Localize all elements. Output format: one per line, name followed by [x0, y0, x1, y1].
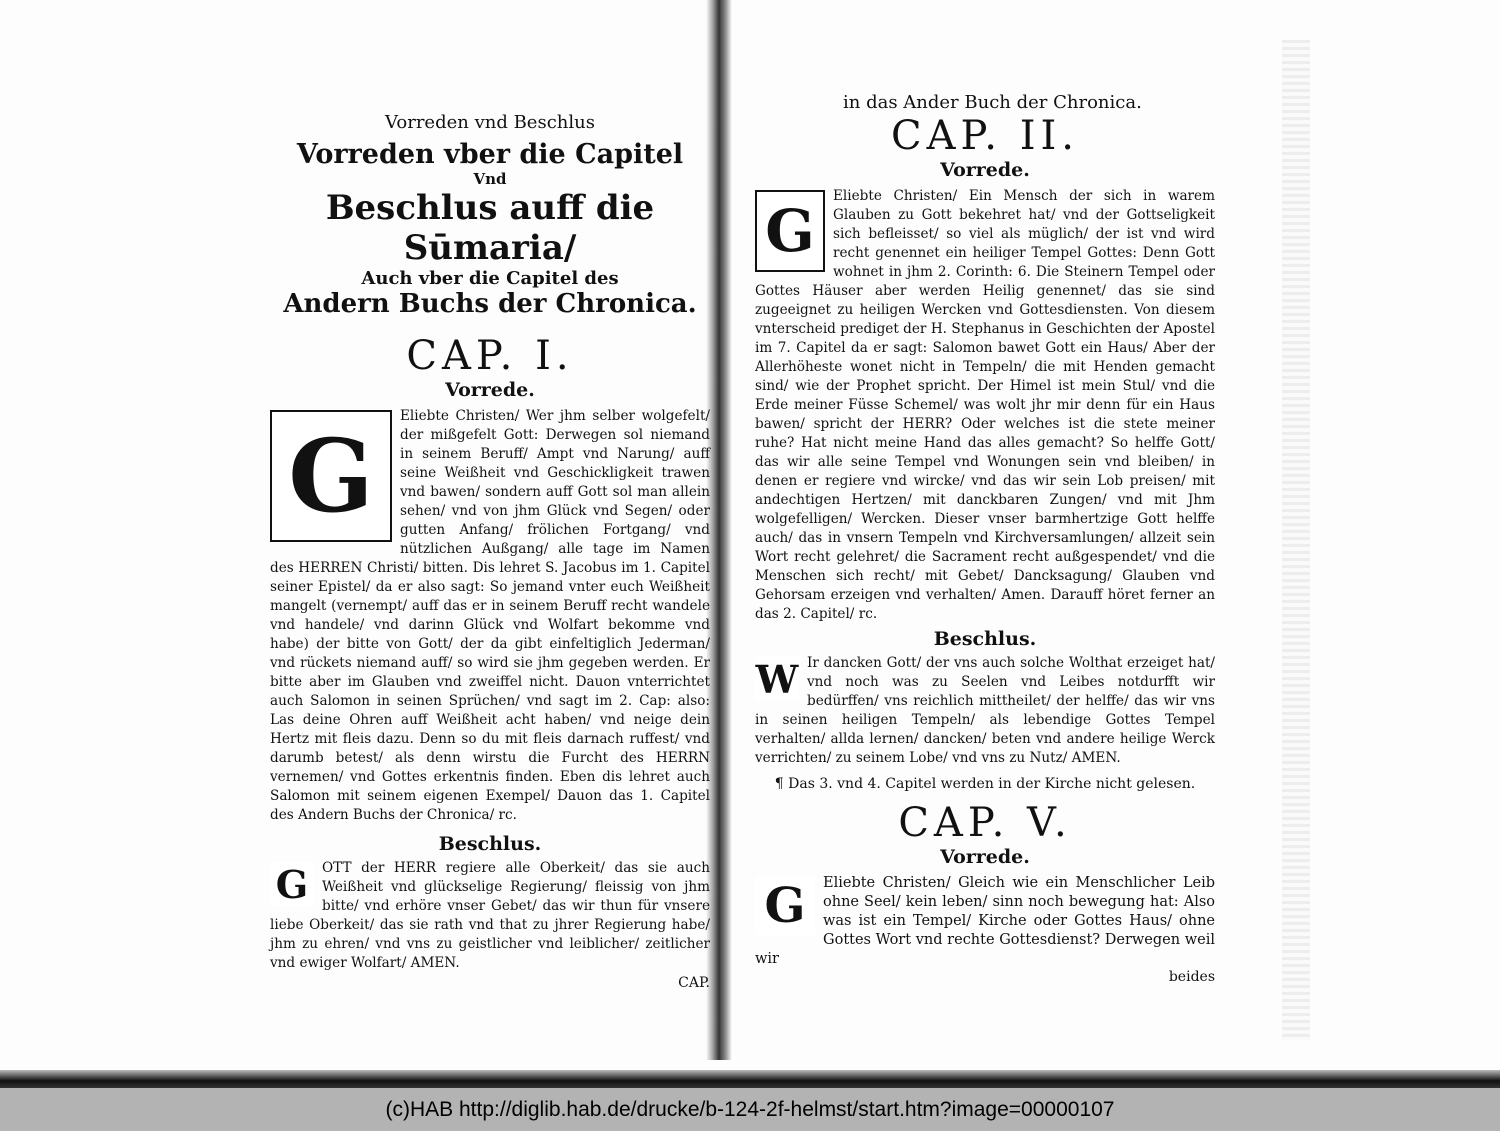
left-page: [270, 0, 710, 991]
preface-block: [270, 407, 710, 825]
chapter-note: ¶ Das 3. vnd 4. Capitel werden in der Kirche nicht gelesen.: [774, 776, 1196, 792]
conclusion-text: Ir dancken Gott/ der vns auch solche Wolthat erzeiget hat/ vnd noch was zu Seelen vnd Leibes notdurfft wir bedürffen/ vns reichlich mittheilet/ der helffe/ das wir vns in seinen heiligen Tempeln/ als lebendige Gottes Tempel verhalten/ allda lernen/ dancken/ beten vnd andere heilige Werck verrichten/ zu seinem Lobe/ vnd vns zu Nutz/ AMEN.: [755, 655, 1215, 766]
catchword: CAP.: [678, 975, 710, 991]
preface-label: Vorrede.: [445, 379, 535, 401]
right-page: [755, 0, 1215, 985]
conclusion-initial: G: [270, 862, 314, 906]
running-head: Vorreden vnd Beschlus: [385, 112, 595, 133]
title-line-3: Beschlus auff die Sūmaria/: [325, 188, 655, 268]
chapter-heading: CAP. I.: [406, 333, 574, 379]
page-edge: [1282, 40, 1310, 1040]
preface-label: Vorrede.: [940, 159, 1030, 181]
title-line-5: Andern Buchs der Chronica.: [283, 289, 697, 319]
preface-text: Eliebte Christen/ Wer jhm selber wolgefelt/ der mißgefelt Gott: Derwegen sol niemand in seinem Beruff/ Ampt vnd Narung/ auff seine Weißheit vnd Geschickligkeit trawen vnd bawen/ sondern auff Gott sol man allein sehen/ vnd von jhm Glück vnd Segen/ oder gutten Anfang/ frölichen Fortgang/ vnd nützlichen Außgang/ alle tage im Namen des HERREN Christi/ bitten. Dis lehret S. Jacobus im 1. Capitel seiner Epistel/ da er also sagt: So jemand vnter euch Weißheit mangelt (vernempt/ auff das er in seinem Beruff recht wandele vnd handele/ vnd darinn Glück vnd Wolfart bekomme vnd habe) der bitte von Gott/ der da gibt einfeltiglich Jederman/ vnd rückets niemand auff/ so wird sie jhm gegeben werden. Er bitte aber im Glauben vnd zweiffel nicht. Dauon vnterrichtet auch Salomon in seinen Sprüchen/ vnd sagt im 2. Cap: also: Las deine Ohren auff Weißheit acht haben/ vnd neige dein Hertz mit fleis dazu. Denn so du mit fleis darnach ruffest/ vnd darumb betest/ als denn wirstu die Furcht des HERRN vernemen/ vnd Gottes erkentnis finden. Eben dis lehret auch Salomon mit seinem eigenen Exempel/ Dauon das 1. Capitel des Andern Buchs der Chronica/ rc.: [270, 408, 710, 823]
conclusion-block: [270, 859, 710, 973]
conclusion-label: Beschlus.: [933, 628, 1037, 650]
ornamental-initial-2: G: [755, 877, 815, 935]
conclusion-label: Beschlus.: [438, 833, 542, 855]
chapter-heading: CAP. II.: [890, 113, 1080, 159]
catchword: beides: [1168, 969, 1215, 985]
woodcut-initial: G: [270, 410, 392, 542]
title-line-1: Vorreden vber die Capitel: [296, 139, 684, 170]
preface-block: [755, 187, 1215, 624]
scan-bottom-shadow: [0, 1070, 1500, 1088]
title-line-2: Vnd: [473, 170, 507, 188]
copyright-watermark: (c)HAB http://diglib.hab.de/drucke/b-124-2f-helmst/start.htm?image=00000107: [0, 1088, 1500, 1131]
preface-text: Eliebte Christen/ Ein Mensch der sich in warem Glauben zu Gott bekehret hat/ vnd der Gottseligkeit sich befleisset/ so viel als müglich/ der ist vnd wird recht genennet ein heiliger Tempel Gottes: Denn Gott wohnet in jhm 2. Corinth: 6. Die Steinern Tempel oder Gottes Häuser aber werden Heilig genennet/ das sie sind zugeeignet zu heiligen Wercken vnd Gottesdiensten. Von diesem vnterscheid prediget der H. Stephanus in Geschichten der Apostel im 7. Capitel da er sagt: Salomon bawet Gott ein Haus/ Aber der Allerhöheste wonet nicht in Tempeln/ die mit Henden gemacht sind/ wie der Prophet spricht. Der Himel ist mein Stul/ vnd die Erde meiner Füsse Schemel/ was wolt jhr mir denn für ein Haus bawen/ spricht der HERR? Oder welches ist die stete meiner ruhe? Hat nicht meine Hand das alles gemacht? So helffe Gott/ das wir alle seine Tempel vnd Wonungen sein vnd bleiben/ in denen er regiere vnd wircke/ vnd das wir sein Lob preisen/ mit andechtigen Hertzen/ mit danckbaren Zungen/ vnd mit Jhm wolgefelligen/ Wercken. Dieser vnser barmhertzige Gott helffe auch/ das in vnsern Tempeln vnd Kirchversamlungen/ allzeit sein Wort recht gelehret/ die Sacrament recht außgespendet/ vnd die Menschen sich recht/ mit Gebet/ Dancksagung/ Glauben vnd Gehorsam erzeigen vnd verhalten/ Amen. Darauff höret ferner an das 2. Capitel/ rc.: [755, 188, 1215, 622]
preface-label-2: Vorrede.: [940, 846, 1030, 868]
preface-block-2: [755, 874, 1215, 969]
running-head: in das Ander Buch der Chronica.: [843, 92, 1142, 113]
conclusion-text: OTT der HERR regiere alle Oberkeit/ das sie auch Weißheit vnd glückselige Regierung/ fleissig von jhm bitte/ vnd erhöre vnser Gebet/ das wir thun für vnsere liebe Oberkeit/ das sie rath vnd that zu jhrer Regierung habe/ jhm zu ehren/ vnd vns zu geistlicher vnd leiblicher/ zeitlicher vnd ewiger Wolfart/ AMEN.: [270, 860, 710, 971]
chapter-heading-2: CAP. V.: [898, 800, 1072, 846]
ornamental-initial: G: [755, 190, 825, 272]
title-line-4: Auch vber die Capitel des: [361, 268, 619, 289]
conclusion-initial: W: [755, 656, 799, 702]
conclusion-block: [755, 654, 1215, 768]
preface-text-2: Eliebte Christen/ Gleich wie ein Menschlicher Leib ohne Seel/ kein leben/ sinn noch bewegung hat: Also was ist ein Tempel/ Kirche oder Gottes Haus/ ohne Gottes Wort vnd rechte Gottesdienst? Derwegen weil wir: [755, 875, 1215, 967]
